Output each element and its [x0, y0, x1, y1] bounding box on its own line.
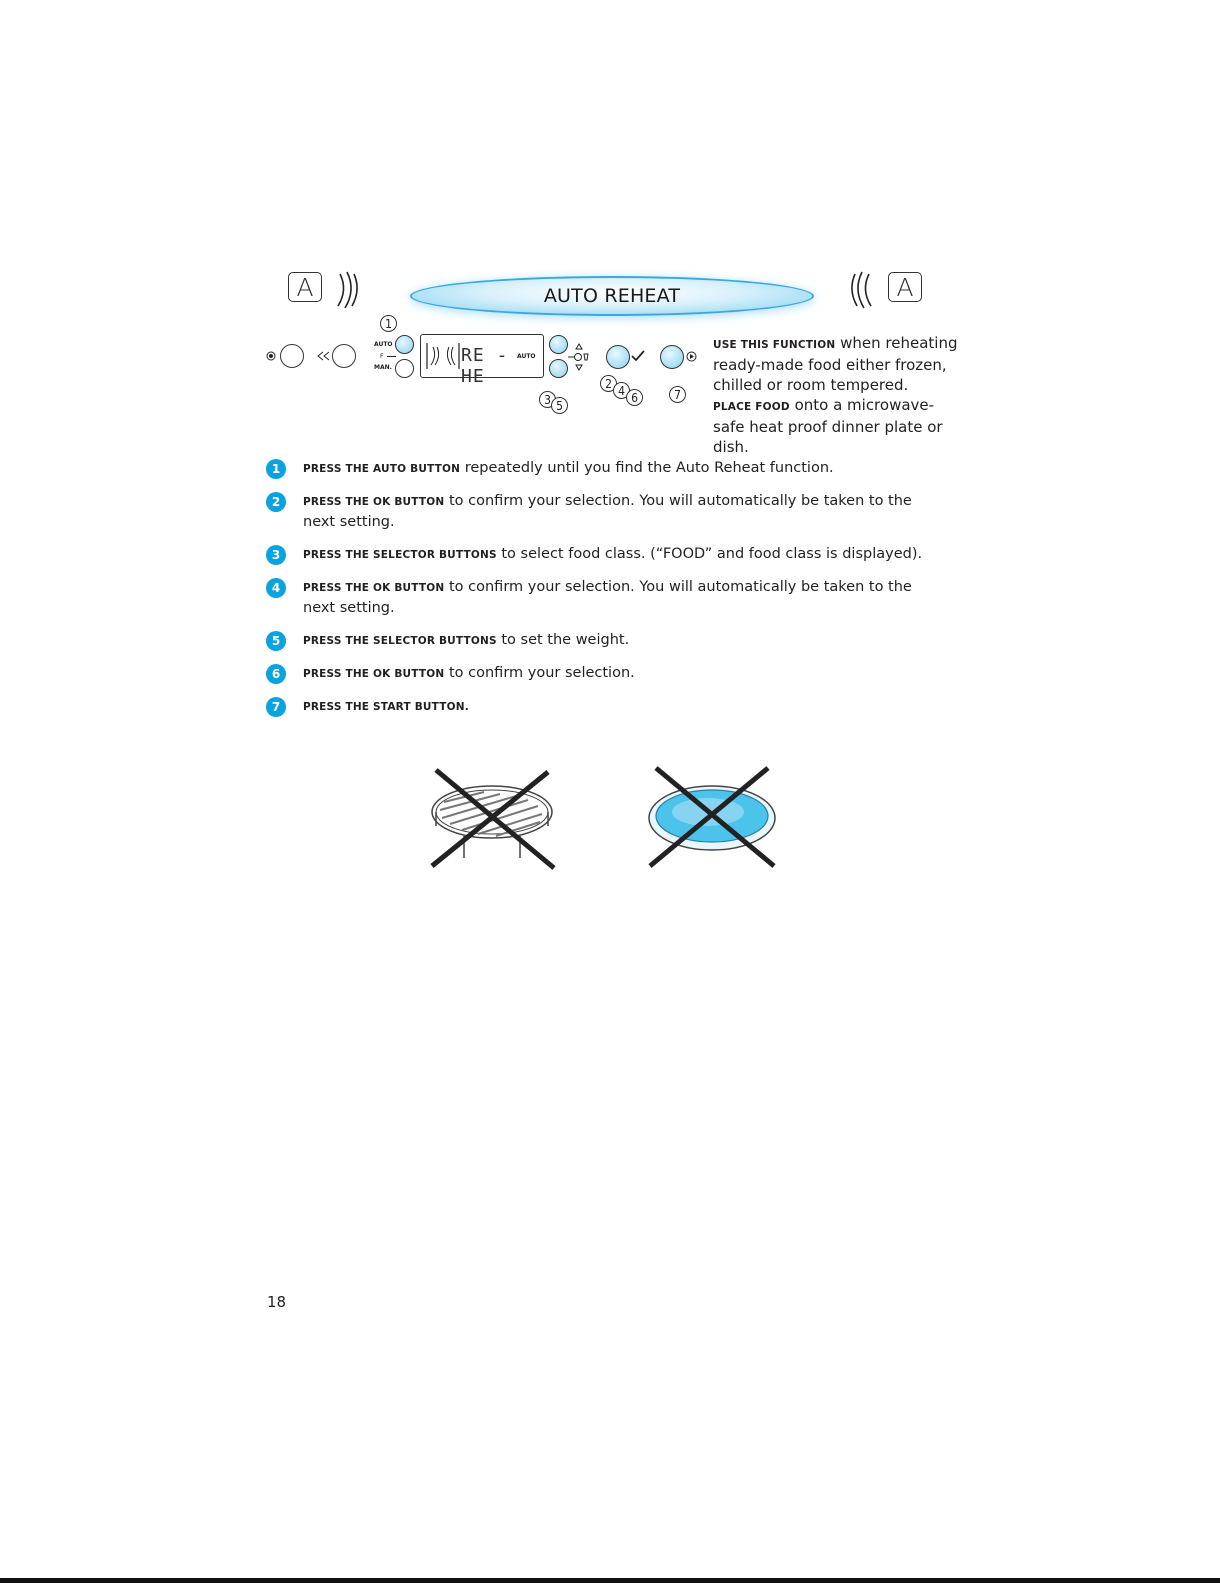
ok-button[interactable] [606, 345, 630, 369]
list-item [266, 577, 946, 618]
back-button[interactable] [332, 344, 356, 368]
step-number: 2 [266, 492, 286, 512]
lcd-display [420, 334, 544, 387]
divider [387, 356, 396, 357]
display-mode: AUTO [517, 353, 536, 360]
step-text: to set the weight. [496, 632, 630, 648]
use-head: USE THIS FUNCTION [713, 339, 836, 351]
info-text [713, 333, 958, 457]
place-text: onto a microwave-safe heat proof dinner plate or dish. [713, 396, 943, 456]
step-text: repeatedly until you find the Auto Reheat function. [460, 460, 834, 476]
step-text: to confirm your selection. [444, 665, 635, 681]
auto-label: AUTO [374, 341, 393, 348]
mode-a-icon-left: A [288, 272, 322, 302]
step-text: to confirm your selection. You will automatically be taken to the next setting. [303, 579, 912, 616]
step-number: 3 [266, 545, 286, 565]
page-number: 18 [267, 1293, 287, 1311]
step-head: PRESS THE AUTO BUTTON [303, 463, 461, 475]
step-number: 6 [266, 664, 286, 684]
steps-list [266, 458, 946, 729]
bottom-rule [0, 1578, 1220, 1583]
man-label: MAN. [374, 364, 392, 371]
place-head: PLACE FOOD [713, 401, 790, 413]
step-number: 1 [266, 459, 286, 479]
start-button[interactable] [660, 345, 684, 369]
microwave-waves-icon [425, 341, 461, 371]
list-item [266, 544, 946, 565]
microwave-waves-icon-right [851, 270, 875, 310]
mode-a-icon-right: A [888, 272, 922, 302]
crisp-plate-crossed-icon [642, 762, 782, 874]
step-head: PRESS THE OK BUTTON [303, 496, 445, 508]
callout-start: 7 [669, 386, 686, 403]
wire-rack-crossed-icon [424, 762, 560, 874]
page-title: AUTO REHEAT [410, 276, 814, 316]
callout-selector-3: 3 [539, 391, 556, 408]
list-item [266, 458, 946, 479]
step-head: PRESS THE SELECTOR BUTTONS [303, 549, 497, 561]
step-number: 4 [266, 578, 286, 598]
use-text: when reheating ready-made food either frozen, chilled or room tempered. [713, 334, 958, 394]
callout-auto-button: 1 [380, 315, 397, 332]
list-item [266, 696, 946, 717]
manual-button[interactable] [395, 359, 414, 378]
step-head: PRESS THE SELECTOR BUTTONS [303, 635, 497, 647]
callout-ok-6: 6 [626, 389, 643, 406]
dot-mode-icon [266, 351, 276, 361]
callout-ok-2: 2 [600, 375, 617, 392]
microwave-waves-icon-left [334, 270, 358, 310]
list-item [266, 491, 946, 532]
checkmark-icon [631, 350, 645, 362]
step-head: PRESS THE OK BUTTON [303, 668, 445, 680]
play-icon [686, 351, 697, 362]
callout-selector-5: 5 [551, 397, 568, 414]
step-head: PRESS THE OK BUTTON [303, 582, 445, 594]
list-item [266, 630, 946, 651]
power-button[interactable] [280, 344, 304, 368]
control-panel-diagram [262, 310, 702, 420]
step-text: to select food class. (“FOOD” and food class is displayed). [496, 546, 923, 562]
auto-button[interactable] [395, 335, 414, 354]
list-item [266, 663, 946, 684]
display-text: RE - HE [461, 345, 509, 387]
f-label: F [380, 353, 384, 360]
back-icon [317, 351, 331, 361]
selector-icons [568, 342, 590, 372]
selector-down-button[interactable] [549, 359, 568, 378]
step-number: 7 [266, 697, 286, 717]
callout-ok-4: 4 [613, 382, 630, 399]
step-number: 5 [266, 631, 286, 651]
step-text: to confirm your selection. You will automatically be taken to the next setting. [303, 493, 912, 530]
selector-up-button[interactable] [549, 335, 568, 354]
step-head: PRESS THE START BUTTON. [303, 701, 469, 713]
